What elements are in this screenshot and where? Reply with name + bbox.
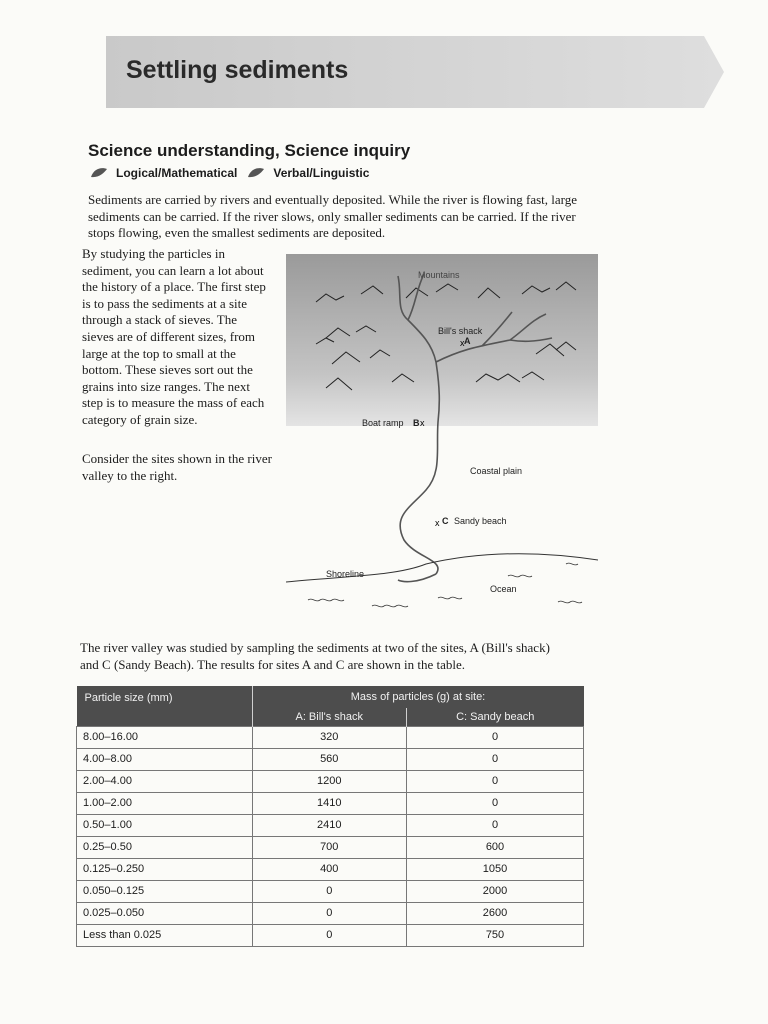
size-cell: 0.050–0.125 — [77, 880, 253, 902]
site-c-marker: x — [435, 518, 440, 528]
size-cell: 0.025–0.050 — [77, 902, 253, 924]
mass-c-cell: 1050 — [407, 858, 584, 880]
tag-list — [90, 166, 369, 180]
site-a-label: A — [464, 336, 471, 346]
ocean-label: Ocean — [490, 584, 517, 594]
consider-paragraph: Consider the sites shown in the river valley to the right. — [82, 451, 272, 483]
size-cell: 0.125–0.250 — [77, 858, 253, 880]
shoreline-label: Shoreline — [326, 569, 365, 579]
tag-label: Logical/Mathematical — [116, 166, 238, 180]
table-row — [77, 748, 584, 770]
mass-a-cell: 0 — [252, 902, 407, 924]
site-b-label: B — [413, 418, 420, 428]
site-c-label: C — [442, 516, 449, 526]
bills-shack-label: Bill's shack — [438, 326, 483, 336]
size-cell: Less than 0.025 — [77, 924, 253, 946]
particle-size-header: Particle size (mm) — [77, 686, 253, 726]
mass-c-cell: 0 — [407, 792, 584, 814]
leaf-icon — [90, 167, 108, 179]
size-cell: 0.50–1.00 — [77, 814, 253, 836]
leaf-icon — [247, 167, 265, 179]
site-a-header: A: Bill's shack — [252, 708, 407, 726]
intro-paragraph: Sediments are carried by rivers and eventually deposited. While the river is flowing fast, large sediments can be carried. If the river slows, only smaller sediments can be carried. If the river stops flowing, even the smallest sediments are deposited. — [88, 192, 578, 241]
size-cell: 0.25–0.50 — [77, 836, 253, 858]
site-b-marker: x — [420, 418, 425, 428]
coastal-plain-label: Coastal plain — [470, 466, 523, 476]
size-cell: 2.00–4.00 — [77, 770, 253, 792]
size-cell: 4.00–8.00 — [77, 748, 253, 770]
mass-c-cell: 2600 — [407, 902, 584, 924]
mass-c-cell: 0 — [407, 726, 584, 748]
mass-c-cell: 600 — [407, 836, 584, 858]
river-valley-map — [286, 254, 598, 614]
sieve-paragraph: By studying the particles in sediment, you can learn a lot about the history of a place. The first step is to pass the sediments at a site through a stack of sieves. The sieves are of different sizes, from large at the top to small at the bottom. These sieves sort out the grains into size ranges. The next step is to measure the mass of each category of grain size. — [82, 246, 266, 427]
page-title: Settling sediments — [126, 56, 349, 84]
tag-verbal — [247, 166, 369, 180]
site-c-header: C: Sandy beach — [407, 708, 584, 726]
table-row — [77, 770, 584, 792]
title-banner — [106, 36, 724, 108]
table-row — [77, 836, 584, 858]
site-a-marker: x — [460, 338, 465, 348]
mass-a-cell: 0 — [252, 880, 407, 902]
tag-logical — [90, 166, 237, 180]
mass-a-cell: 1200 — [252, 770, 407, 792]
mass-c-cell: 750 — [407, 924, 584, 946]
table-row — [77, 858, 584, 880]
size-cell: 8.00–16.00 — [77, 726, 253, 748]
map-drawing — [286, 254, 598, 614]
mass-c-cell: 0 — [407, 770, 584, 792]
mass-a-cell: 1410 — [252, 792, 407, 814]
sandy-beach-label: Sandy beach — [454, 516, 507, 526]
mass-a-cell: 560 — [252, 748, 407, 770]
mass-a-cell: 2410 — [252, 814, 407, 836]
mass-c-cell: 2000 — [407, 880, 584, 902]
table-row — [77, 880, 584, 902]
table-row — [77, 792, 584, 814]
table-row — [77, 924, 584, 946]
mass-a-cell: 400 — [252, 858, 407, 880]
mass-a-cell: 0 — [252, 924, 407, 946]
mass-a-cell: 320 — [252, 726, 407, 748]
size-cell: 1.00–2.00 — [77, 792, 253, 814]
mass-header: Mass of particles (g) at site: — [252, 686, 584, 708]
mountains-label: Mountains — [418, 270, 460, 280]
table-row — [77, 726, 584, 748]
tag-label: Verbal/Linguistic — [273, 166, 370, 180]
mass-c-cell: 0 — [407, 748, 584, 770]
mass-c-cell: 0 — [407, 814, 584, 836]
section-heading: Science understanding, Science inquiry — [88, 141, 411, 160]
table-row — [77, 902, 584, 924]
table-row — [77, 814, 584, 836]
boat-ramp-label: Boat ramp — [362, 418, 404, 428]
table-intro: The river valley was studied by sampling the sediments at two of the sites, A (Bill's shack) and C (Sandy Beach). The results for sites A and C are shown in the table. — [80, 640, 550, 672]
mass-a-cell: 700 — [252, 836, 407, 858]
sediment-table — [76, 686, 584, 947]
